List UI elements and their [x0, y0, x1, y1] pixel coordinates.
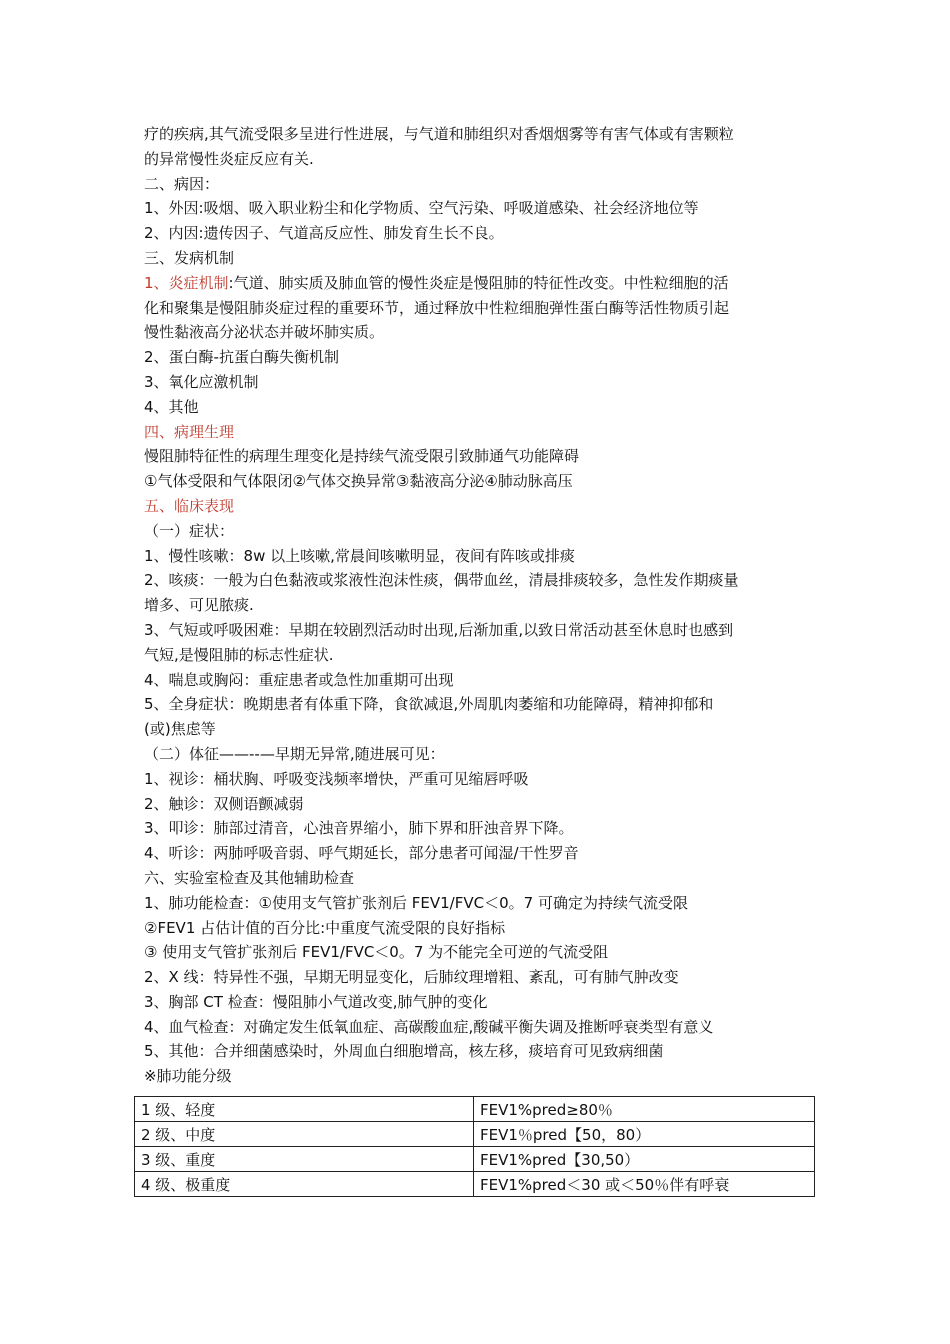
text-line: [144, 370, 808, 395]
text-line: [144, 1064, 808, 1089]
line-text: 1、慢性咳嗽：8w 以上咳嗽,常晨间咳嗽明显，夜间有阵咳或排痰: [144, 546, 575, 565]
text-line: [144, 618, 808, 643]
line-text: ①气体受限和气体限闭②气体交换异常③黏液高分泌④肺动脉高压: [144, 472, 573, 491]
table-row: [135, 1097, 815, 1122]
text-line: [144, 246, 808, 271]
line-text: 增多、可见脓痰.: [144, 596, 254, 615]
text-line: [144, 345, 808, 370]
line-text: ②FEV1 占估计值的百分比:中重度气流受限的良好指标: [144, 918, 506, 937]
line-text: 2、触诊：双侧语颤减弱: [144, 794, 304, 813]
text-line: [144, 271, 808, 296]
text-line: [144, 866, 808, 891]
text-line: [144, 172, 808, 197]
lung-function-grade-table: [134, 1096, 815, 1197]
text-line: [144, 196, 808, 221]
line-text: 4、听诊：两肺呼吸音弱、呼气期延长，部分患者可闻湿/干性罗音: [144, 844, 579, 863]
line-text: 3、气短或呼吸困难：早期在较剧烈活动时出现,后渐加重,以致日常活动甚至休息时也感到: [144, 620, 734, 639]
line-text: 4、血气检查：对确定发生低氧血症、高碳酸血症,酸碱平衡失调及推断呼衰类型有意义: [144, 1017, 714, 1036]
text-line: [144, 1039, 808, 1064]
grade-cell: 4 级、极重度: [135, 1172, 474, 1197]
criterion-cell: FEV1%pred【30,50）: [474, 1147, 815, 1172]
text-line: [144, 444, 808, 469]
line-text: 疗的疾病,其气流受限多呈进行性进展，与气道和肺组织对香烟烟雾等有害气体或有害颗粒: [144, 125, 734, 143]
grade-cell: 2 级、中度: [135, 1122, 474, 1147]
line-text: (或)焦虑等: [144, 720, 216, 739]
line-text: （一）症状：: [144, 521, 235, 540]
text-line: [144, 816, 808, 841]
text-line: [144, 494, 808, 519]
text-line: [144, 544, 808, 569]
line-text: 3、叩诊：肺部过清音，心浊音界缩小，肺下界和肝浊音界下降。: [144, 819, 574, 838]
line-text: 3、氧化应激机制: [144, 372, 259, 391]
text-line: [144, 891, 808, 916]
line-text: 气短,是慢阻肺的标志性症状.: [144, 645, 334, 664]
table-row: [135, 1172, 815, 1197]
text-line: [144, 147, 808, 172]
text-line: [144, 940, 808, 965]
text-line: [144, 221, 808, 246]
text-line: [144, 990, 808, 1015]
highlighted-heading: 四、病理生理: [144, 422, 235, 441]
line-text: 三、发病机制: [144, 248, 235, 267]
text-line: [144, 792, 808, 817]
text-line: [144, 469, 808, 494]
text-line: [144, 568, 808, 593]
highlighted-heading: 五、临床表现: [144, 496, 235, 515]
text-line: [144, 420, 808, 445]
line-text: 化和聚集是慢阻肺炎症过程的重要环节，通过释放中性粒细胞弹性蛋白酶等活性物质引起: [144, 298, 730, 317]
line-text: 慢阻肺特征性的病理生理变化是持续气流受限引致肺通气功能障碍: [144, 447, 580, 466]
grade-cell: 1 级、轻度: [135, 1097, 474, 1122]
line-text: ③ 使用支气管扩张剂后 FEV1/FVC＜0。7 为不能完全可逆的气流受阻: [144, 943, 609, 962]
line-text: 2、咳痰：一般为白色黏液或浆液性泡沫性痰，偶带血丝，清晨排痰较多，急性发作期痰量: [144, 571, 739, 590]
text-line: [144, 1015, 808, 1040]
text-line: [144, 593, 808, 618]
criterion-cell: FEV1%pred＜30 或＜50％伴有呼衰: [474, 1172, 815, 1197]
line-text: （二）体征——--—早期无异常,随进展可见：: [144, 744, 445, 763]
line-text: :气道、肺实质及肺血管的慢性炎症是慢阻肺的特征性改变。中性粒细胞的活: [228, 273, 729, 292]
text-line: [144, 395, 808, 420]
document-body: [144, 122, 808, 1089]
line-text: 1、肺功能检查：①使用支气管扩张剂后 FEV1/FVC＜0。7 可确定为持续气流受限: [144, 893, 688, 912]
text-line: [144, 643, 808, 668]
text-line: [144, 742, 808, 767]
text-line: [144, 692, 808, 717]
criterion-cell: FEV1％pred【50，80）: [474, 1122, 815, 1147]
line-text: 慢性黏液高分泌状态并破坏肺实质。: [144, 323, 385, 342]
table-row: [135, 1147, 815, 1172]
highlighted-heading: 1、炎症机制: [144, 273, 229, 292]
criterion-cell: FEV1%pred≥80％: [474, 1097, 815, 1122]
line-text: ※肺功能分级: [144, 1067, 232, 1086]
line-text: 5、全身症状：晚期患者有体重下降，食欲减退,外周肌肉萎缩和功能障碍，精神抑郁和: [144, 695, 714, 714]
line-text: 3、胸部 CT 检查：慢阻肺小气道改变,肺气肿的变化: [144, 992, 488, 1011]
text-line: [144, 841, 808, 866]
text-line: [144, 916, 808, 941]
line-text: 5、其他：合并细菌感染时，外周血白细胞增高，核左移，痰培育可见致病细菌: [144, 1042, 664, 1061]
line-text: 2、内因:遗传因子、气道高反应性、肺发育生长不良。: [144, 224, 504, 243]
line-text: 4、喘息或胸闷：重症患者或急性加重期可出现: [144, 670, 454, 689]
text-line: [144, 296, 808, 321]
text-line: [144, 122, 808, 147]
line-text: 1、外因:吸烟、吸入职业粉尘和化学物质、空气污染、呼吸道感染、社会经济地位等: [144, 199, 699, 218]
line-text: 1、视诊：桶状胸、呼吸变浅频率增快，严重可见缩唇呼吸: [144, 769, 529, 788]
table-row: [135, 1122, 815, 1147]
line-text: 2、蛋白酶-抗蛋白酶失衡机制: [144, 348, 339, 367]
line-text: 2、X 线：特异性不强，早期无明显变化，后肺纹理增粗、紊乱，可有肺气肿改变: [144, 968, 679, 987]
line-text: 六、实验室检查及其他辅助检查: [144, 868, 355, 887]
line-text: 4、其他: [144, 397, 199, 416]
line-text: 的异常慢性炎症反应有关.: [144, 149, 314, 168]
text-line: [144, 717, 808, 742]
text-line: [144, 965, 808, 990]
line-text: 二、病因：: [144, 174, 220, 193]
text-line: [144, 320, 808, 345]
grade-cell: 3 级、重度: [135, 1147, 474, 1172]
text-line: [144, 519, 808, 544]
text-line: [144, 668, 808, 693]
text-line: [144, 767, 808, 792]
